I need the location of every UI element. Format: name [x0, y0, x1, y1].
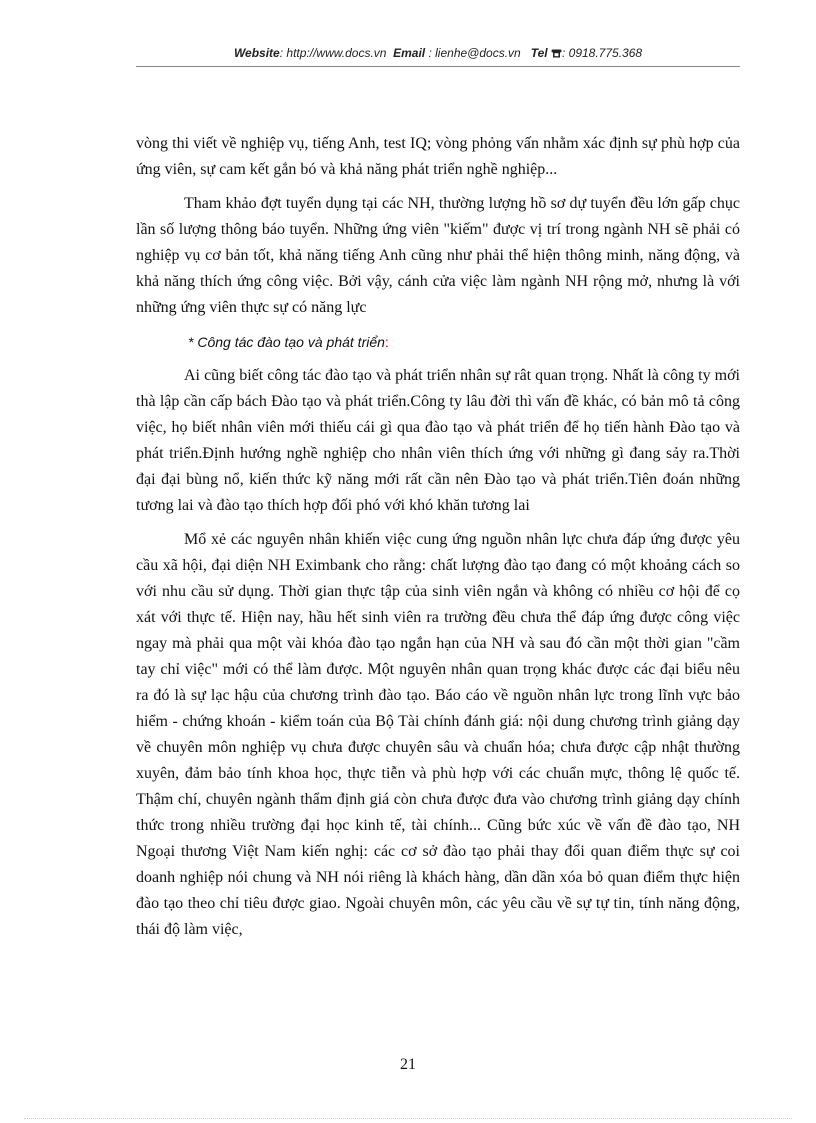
paragraph-3: Ai cũng biết công tác đào tạo và phát triển nhân sự rât quan trọng. Nhất là công ty mới thà lập cần cấp bách Đào tạo và phát triển.Công ty lâu đời thì vấn đề khác, có bản mô tả công việc, họ biết nhân viên mới thiếu cái gì qua đào tạo và phát triển để họ tiến hành Đào tạo và phát triển.Định hướng nghề nghiệp cho nhân viên thích ứng với những gì đang sảy ra.Thời đại đại bùng nổ, kiến thức kỹ năng mới rất cần nên Đào tạo và phát triển.Tiên đoán những tương lai và đào tạo thích hợp đối phó với khó khăn tương lai: [136, 367, 740, 514]
document-body: [136, 131, 740, 951]
tel-value: : 0918.775.368: [561, 46, 643, 60]
tel-label: Tel: [530, 46, 548, 60]
paragraph-2: Tham khảo đợt tuyển dụng tại các NH, thường lượng hồ sơ dự tuyển đều lớn gấp chục lần số lượng thông báo tuyển. Những ứng viên "kiếm" được vị trí trong ngành NH sẽ phải có nghiệp vụ cơ bản tốt, khả năng tiếng Anh cũng như phải thể hiện thông minh, năng động, và khả năng thích ứng công việc. Bởi vậy, cánh cửa việc làm ngành NH rộng mở, nhưng là với những ứng viên thực sự có năng lực: [136, 195, 740, 316]
email-label: Email: [393, 46, 426, 60]
website-url: : http://www.docs.vn: [279, 46, 387, 60]
website-label: Website: [233, 46, 280, 60]
page-number: 21: [400, 1056, 416, 1073]
subheading-colon: :: [384, 334, 389, 350]
header-divider: [136, 66, 740, 67]
page-bottom-border: [24, 1118, 792, 1119]
section-subheading: [136, 329, 740, 355]
subheading-text: * Công tác đào tạo và phát triển: [188, 334, 385, 350]
email-value: : lienhe@docs.vn: [425, 46, 521, 60]
page-header: [136, 46, 740, 61]
paragraph-4: Mổ xẻ các nguyên nhân khiến việc cung ứng nguồn nhân lực chưa đáp ứng được yêu cầu xã hội, đại diện NH Eximbank cho rằng: chất lượng đào tạo đang có một khoảng cách so với nhu cầu sử dụng. Thời gian thực tập của sinh viên ngắn và không có nhiều cơ hội để cọ xát với thực tế. Hiện nay, hầu hết sinh viên ra trường đều chưa thể đáp ứng được công việc ngay mà phải qua một vài khóa đào tạo ngắn hạn của NH và sau đó cần một thời gian "cầm tay chỉ việc" mới có thể làm được. Một nguyên nhân quan trọng khác được các đại biểu nêu ra đó là sự lạc hậu của chương trình đào tạo. Báo cáo về nguồn nhân lực trong lĩnh vực bảo hiểm - chứng khoán - kiểm toán của Bộ Tài chính đánh giá: nội dung chương trình giảng dạy về chuyên môn nghiệp vụ chưa được chuyên sâu và chuẩn hóa; chưa được cập nhật thường xuyên, đảm bảo tính khoa học, thực tiễn và phù hợp với các chuẩn mực, thông lệ quốc tế. Thậm chí, chuyên ngành thẩm định giá còn chưa được đưa vào chương trình giảng dạy chính thức trong nhiều trường đại học kinh tế, tài chính... Cũng bức xúc về vấn đề đào tạo, NH Ngoại thương Việt Nam kiến nghị: các cơ sở đào tạo phải thay đổi quan điểm thực sự coi doanh nghiệp nói chung và NH nói riêng là khách hàng, dần dần xóa bỏ quan điểm thực hiện đào tạo theo chỉ tiêu được giao. Ngoài chuyên môn, các yêu cầu về sự tự tin, tính năng động, thái độ làm việc,: [136, 531, 740, 938]
phone-icon: [551, 47, 562, 61]
paragraph-1: vòng thi viết về nghiệp vụ, tiếng Anh, test IQ; vòng phỏng vấn nhằm xác định sự phù hợp của ứng viên, sự cam kết gắn bó và khả năng phát triển nghề nghiệp...: [136, 135, 740, 178]
